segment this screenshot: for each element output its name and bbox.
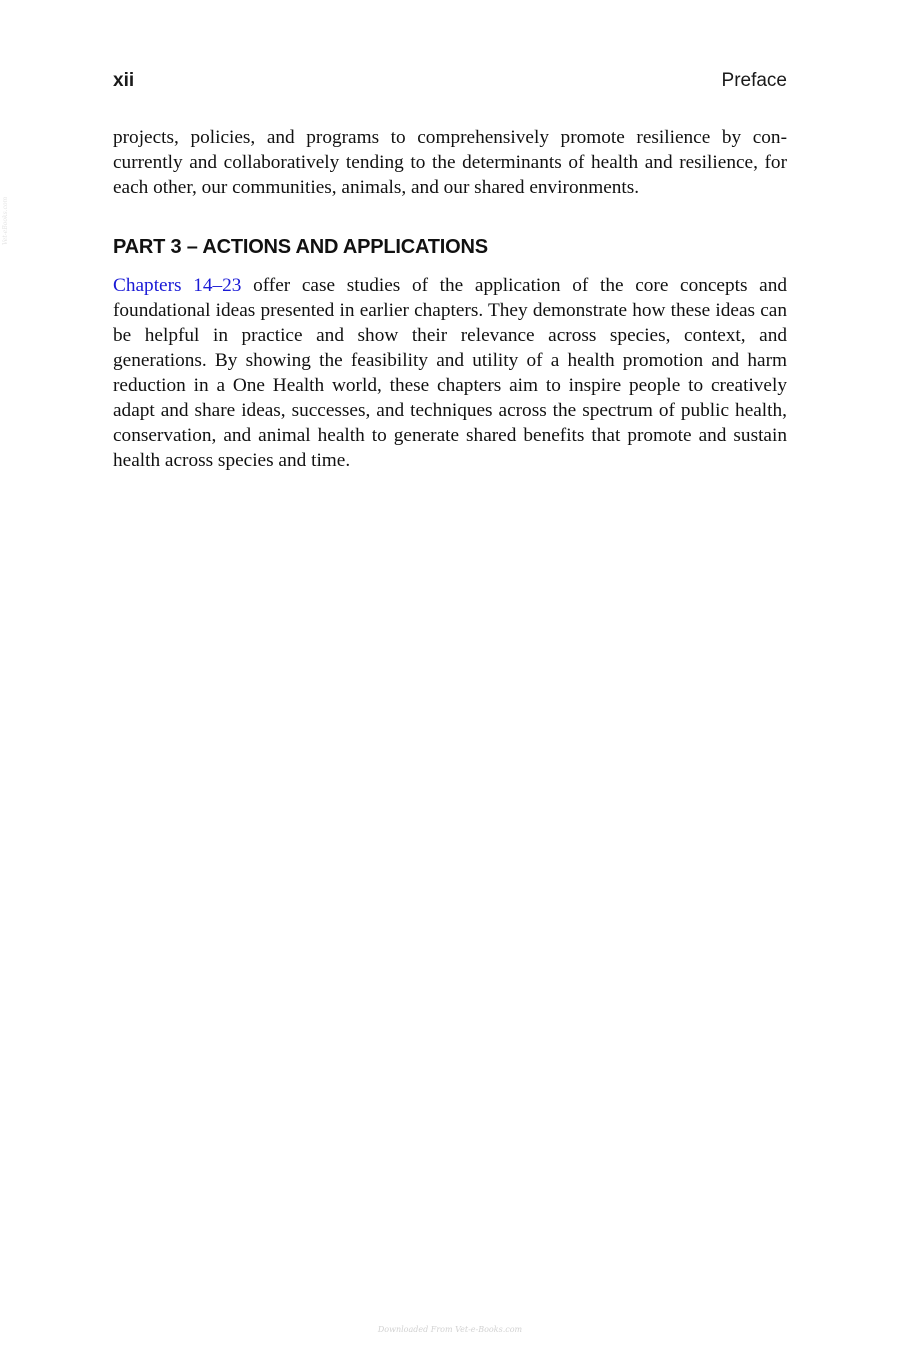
section-heading: PART 3 – ACTIONS AND APPLICATIONS: [113, 236, 488, 258]
side-watermark: Vet-eBooks.com: [2, 196, 9, 245]
chapters-cross-reference-link[interactable]: Chapters 14–23: [113, 275, 242, 296]
page-number: xii: [113, 70, 135, 91]
footer-watermark: Downloaded From Vet-e-Books.com: [377, 1325, 523, 1334]
continued-paragraph: projects, policies, and programs to comprehensively promote resilience by concurrently and collaboratively tending to the determinants of health and resilience, for each other, our communities, animals, and our shared environments.: [113, 127, 787, 198]
part-3-paragraph-text: offer case studies of the application of the core concepts and foundational ideas presented in earlier chapters. They demonstrate how these ideas can be helpful in practice and show their relevance across species, context, and generations. By showing the feasibility and utility of a health promotion and harm reduction in a One Health world, these chapters aim to inspire people to creatively adapt and share ideas, successes, and techniques across the spectrum of public health, conservation, and animal health to generate shared benefits that promote and sustain health across species and time.: [113, 275, 788, 471]
page-content: [113, 125, 787, 473]
running-header: [113, 70, 787, 96]
running-title: Preface: [721, 70, 787, 91]
part-3-paragraph: [113, 273, 787, 473]
